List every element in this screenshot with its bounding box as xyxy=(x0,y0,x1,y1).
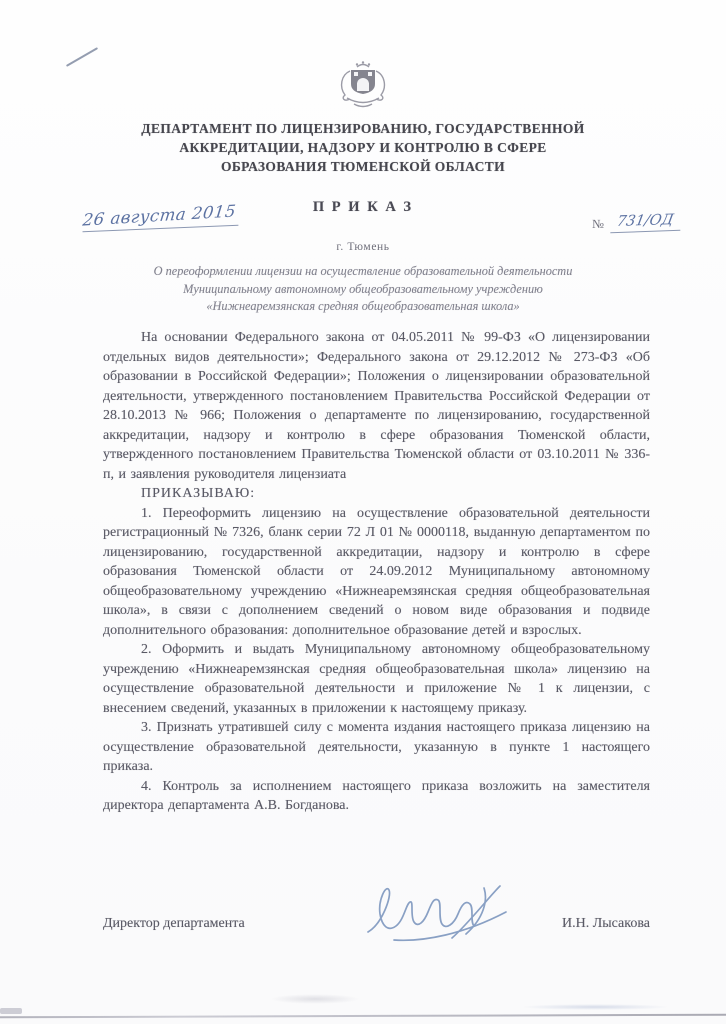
org-name-line: АККРЕДИТАЦИИ, НАДЗОРУ И КОНТРОЛЮ В СФЕРЕ xyxy=(179,140,547,155)
subject-line: О переоформлении лицензии на осуществление образовательной деятельности xyxy=(153,264,573,278)
org-name-line: ОБРАЗОВАНИЯ ТЮМЕНСКОЙ ОБЛАСТИ xyxy=(220,159,506,174)
scan-smudge-blue xyxy=(520,1004,670,1010)
document-type-title: П Р И К А З xyxy=(312,199,414,215)
number-field xyxy=(592,212,680,232)
signer-position: Директор департамента xyxy=(103,916,245,931)
org-name-heading xyxy=(0,119,726,176)
order-item-4: 4. Контроль за исполнением настоящего приказа возложить на заместителя директора департамента А.В. Богданова. xyxy=(103,778,650,813)
order-body xyxy=(103,328,650,816)
org-name-line: ДЕПАРТАМЕНТ ПО ЛИЦЕНЗИРОВАНИЮ, ГОСУДАРСТВЕННОЙ xyxy=(141,121,585,136)
order-item-3: 3. Признать утратившей силу с момента издания настоящего приказа лицензию на осуществление образовательной деятельности, указанную в пункте 1 настоящего приказа. xyxy=(103,720,650,774)
order-subject xyxy=(0,263,726,316)
scan-bottom-edge xyxy=(0,1014,726,1019)
subject-line: Муниципальному автономному общеобразовательному учреждению xyxy=(183,281,543,296)
signature-autograph xyxy=(360,880,530,952)
scan-corner-mark xyxy=(0,1008,22,1014)
signer-name: И.Н. Лысакова xyxy=(562,916,650,931)
number-line xyxy=(610,211,681,233)
pen-checkmark xyxy=(66,47,98,67)
handwritten-number: 731/ОД xyxy=(615,211,675,231)
resolution-word: ПРИКАЗЫВАЮ: xyxy=(141,486,256,501)
coat-of-arms-icon xyxy=(334,58,392,112)
tyumen-coat-of-arms-emblem xyxy=(334,58,392,112)
subject-line: «Нижнеаремзянская средняя общеобразовательная школа» xyxy=(206,299,520,313)
order-item-2: 2. Оформить и выдать Муниципальному автономному общеобразовательному учреждению «Нижнеаремзянская средняя общеобразовательная школа» лицензию на осуществление образовательной деятельности и приложение № 1 к лицензии, с внесением сведений, указанных в приложении к настоящему приказу. xyxy=(103,642,650,716)
handwritten-date: 26 августа 2015 xyxy=(82,201,238,230)
issue-place: г. Тюмень xyxy=(336,241,390,253)
order-item-1: 1. Переоформить лицензию на осуществление образовательной деятельности регистрационный № 7326, бланк серии 72 Л 01 № 0000118, выданную департаментом по лицензированию, государственной аккредитации, надзору и контролю в сфере образования Тюменской области от 24.09.2012 Муниципальному автономному общеобразовательному учреждению «Нижнеаремзянская средняя общеобразовательная школа», в связи с дополнением сведений о новом виде образования и подвиде дополнительного образования: дополнительное образование детей и взрослых. xyxy=(103,505,650,638)
number-label: № xyxy=(592,217,604,231)
preamble-paragraph: На основании Федерального закона от 04.05.2011 № 99-ФЗ «О лицензировании отдельных видов деятельности»; Федерального закона от 29.12.2012 № 273-ФЗ «Об образовании в Российской Федерации»; Положения о лицензировании образовательной деятельности, утвержденного постановлением Правительства Российской Федерации от 28.10.2013 № 966; Положения о департаменте по лицензированию, государственной аккредитации, надзору и контролю в сфере образования Тюменской области, утвержденного постановлением Правительства Тюменской области от 03.10.2011 № 336-п, и заявления руководителя лицензиата xyxy=(103,330,650,482)
signature-stroke-icon xyxy=(360,880,530,952)
scan-smudge xyxy=(270,994,360,1004)
